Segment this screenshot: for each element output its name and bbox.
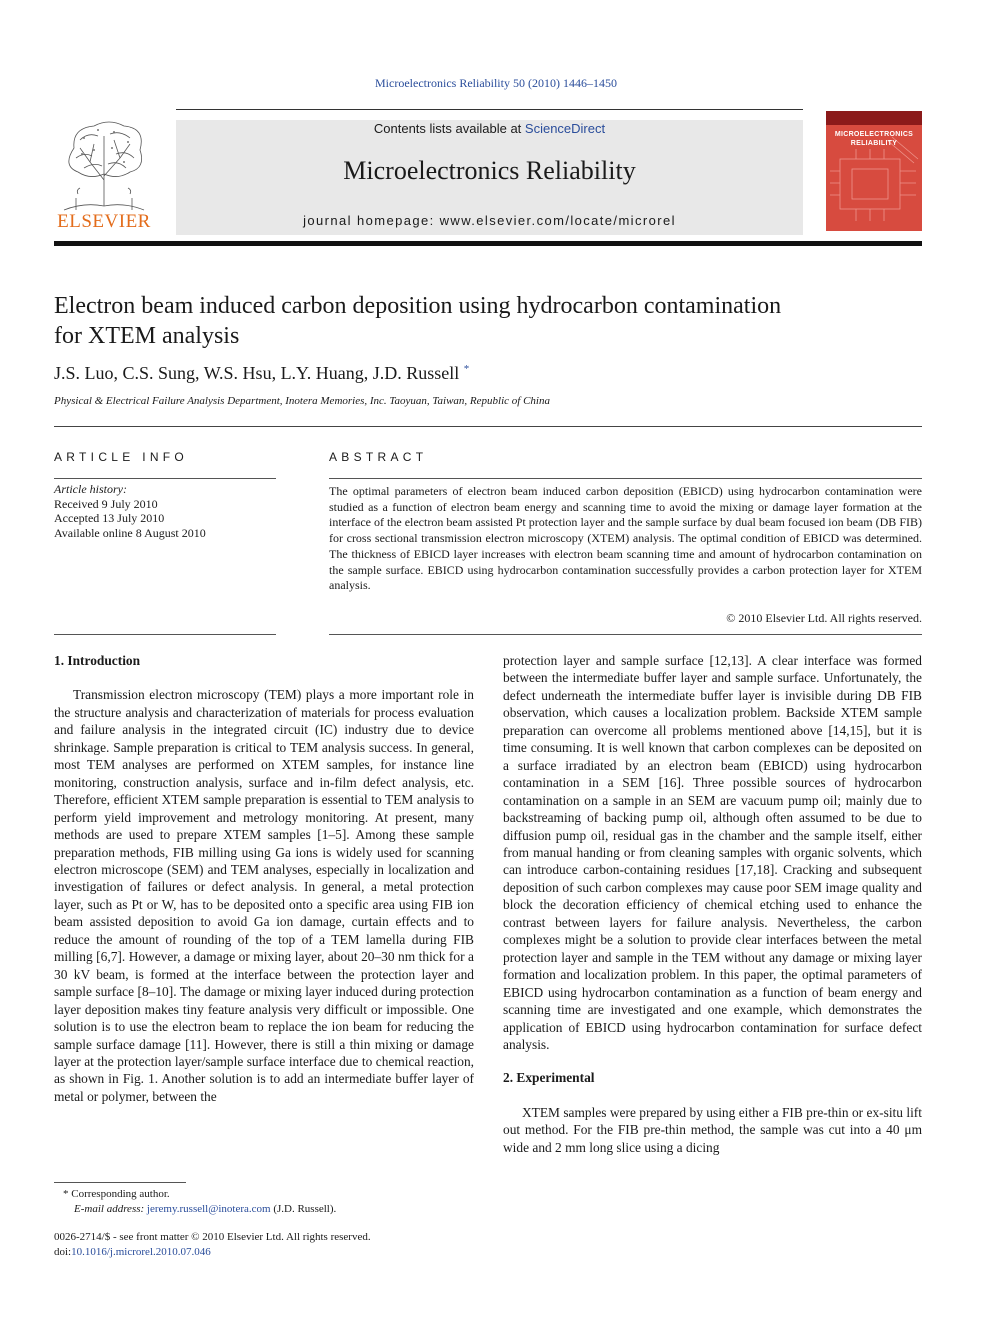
cover-artwork-icon — [826, 111, 922, 231]
received-date: Received 9 July 2010 — [54, 496, 158, 511]
affiliation-rule — [54, 426, 922, 427]
contents-prefix: Contents lists available at — [373, 121, 525, 136]
history-label: Article history: — [54, 482, 127, 496]
author-email-link[interactable]: jeremy.russell@inotera.com — [146, 1202, 271, 1215]
author-list — [54, 363, 924, 384]
sciencedirect-link[interactable]: ScienceDirect — [524, 121, 606, 136]
experimental-paragraph: XTEM samples were prepared by using either a FIB pre-thin or ex-situ lift out method. For the FIB pre-thin method, the sample was cut into a 40 μm wide and 2 mm long slice using a dicing — [503, 1104, 922, 1155]
abstract-text: The optimal parameters of electron beam induced carbon deposition (EBICD) using hydrocarbon contamination were studied as a function of electron beam energy and scanning time to avoid the mixing or damage layer formation at the interface of the electron beam assisted Pt protection layer and the sample surface by dual beam focused ion beam (DB FIB) for cross sectional transmission electron microscopy (XTEM) analysis. The optimal condition of EBICD was determined. The thickness of EBICD layer increases with electron beam scanning time and amount of hydrocarbon contamination on the sample surface. EBICD using hydrocarbon contamination successfully provides a carbon protection layer for XTEM analysis. — [329, 484, 922, 593]
introduction-heading: 1. Introduction — [54, 653, 141, 668]
experimental-heading: 2. Experimental — [503, 1070, 595, 1086]
doi-link[interactable]: 10.1016/j.microrel.2010.07.046 — [71, 1245, 211, 1258]
abstract-copyright: © 2010 Elsevier Ltd. All rights reserved. — [726, 611, 922, 625]
article-info-rule — [54, 478, 276, 479]
abstract-heading: ABSTRACT — [329, 450, 428, 464]
article-title-line2: for XTEM analysis — [54, 323, 240, 349]
journal-cover-thumbnail[interactable] — [826, 111, 922, 231]
publication-info — [54, 1230, 474, 1259]
doi-prefix: doi: — [54, 1245, 72, 1258]
article-title-line1: Electron beam induced carbon deposition using hydrocarbon contamination — [54, 293, 782, 319]
accepted-date: Accepted 13 July 2010 — [54, 511, 165, 525]
cover-title — [826, 130, 922, 148]
cover-title-line2: RELIABILITY — [850, 140, 898, 147]
footnote-mark: * — [63, 1188, 69, 1200]
online-date: Available online 8 August 2010 — [54, 525, 206, 540]
article-info-bottom-rule — [54, 634, 276, 635]
cover-title-line1: MICROELECTRONICS — [834, 131, 914, 138]
journal-homepage[interactable]: journal homepage: www.elsevier.com/locate/microrel — [303, 213, 676, 228]
contents-line — [176, 121, 803, 136]
email-author-name: (J.D. Russell). — [273, 1202, 337, 1215]
footnote-corresponding: Corresponding author. — [71, 1188, 170, 1200]
elsevier-wordmark: ELSEVIER — [57, 211, 151, 232]
email-label: E-mail address: — [74, 1202, 145, 1215]
body-left-column — [54, 652, 474, 1105]
abstract-rule — [329, 478, 922, 479]
masthead-top-rule — [176, 109, 803, 110]
author-names: J.S. Luo, C.S. Sung, W.S. Hsu, L.Y. Huang, J.D. Russell — [54, 363, 460, 383]
body-right-column — [503, 652, 922, 1156]
issn-line: 0026-2714/$ - see front matter © 2010 Elsevier Ltd. All rights reserved. — [54, 1231, 371, 1243]
masthead-bottom-rule — [54, 241, 922, 246]
article-history — [54, 482, 278, 540]
introduction-continued-paragraph: protection layer and sample surface [12,13]. A clear interface was formed between the intermediate buffer layer and sample surface. Unfortunately, the defect underneath the intermediate buffer layer is invisible during DB FIB observation, which causes a localization problem. Backside XTEM sample preparation can overcome all problems mentioned above [14,15], but it is time consuming. It is well known that carbon complexes can be deposited on a surface irradiated by an electron beam (EBICD) using hydrocarbon contamination in a SEM [16]. Three possible sources of hydrocarbon contamination on a sample in an SEM are vacuum pump oil; mainly due to backstreaming of backing pump oil, although often assumed to be due to diffusion pump oil, residual gas in the chamber and the sample itself, either from manual handing or from cleaning samples with organic solvents, which can introduce carbon-containing residues [17,18]. Cracking and subsequent deposition of such carbon complexes may cause poor SEM image quality and block the decoration efficiency of chemical etching used to enhance the contrast between layers for failure analysis. Nevertheless, the carbon complexes might be a solution to provide clear interfaces between the metal protection layer and sample in the TEM without any damage or mixing layer formation and localization problem. In this paper, the optimal parameters of EBICD using hydrocarbon contamination as a function of beam energy and scanning time are investigated and one example, which demonstrates the application of EBICD using hydrocarbon contamination for surface defect analysis. — [503, 653, 922, 1052]
footnote-rule — [54, 1182, 186, 1183]
article-info-heading: ARTICLE INFO — [54, 450, 189, 464]
corresponding-author-footnote — [54, 1187, 474, 1216]
corresponding-author-mark[interactable]: * — [463, 363, 470, 375]
abstract-bottom-rule — [329, 634, 922, 635]
journal-reference-link[interactable]: Microelectronics Reliability 50 (2010) 1446–1450 — [375, 76, 617, 90]
author-affiliation: Physical & Electrical Failure Analysis Department, Inotera Memories, Inc. Taoyuan, Taiwan, Republic of China — [54, 395, 550, 407]
introduction-paragraph: Transmission electron microscopy (TEM) plays a more important role in the structure analysis and characterization of materials for process evaluation and failure analysis in the integrated circuit (IC) industry due to device shrinkage. Sample preparation is critical to TEM analysis success. In general, most TEM analyses are performed on XTEM samples, for instance line monitoring, construction analysis, surface and in-film defect analysis, etc. Therefore, efficient XTEM sample preparation is essential to TEM analysis to perform yield improvement and metrology monitoring. At present, many methods are used to prepare XTEM samples [1–5]. Among these sample preparation methods, FIB milling using Ga ions is widely used for scanning electron microscope (SEM) and TEM analyses, especially in localization and investigation of failures or defect analysis. In general, a metal protection layer, such as Pt or W, has to be deposited onto a specific area using FIB ion beam assisted deposition to avoid Ga ion damage, curtain effects and to reduce the amount of rounding of the top of a TEM lamella during FIB milling [6,7]. However, a damage or mixing layer, about 20–30 nm thick for a 30 kV beam, is formed at the interface between the protection layer and sample surface [8–10]. The damage or mixing layer induced during protection layer deposition makes tiny feature analysis very difficult or impossible. One solution is to use the electron beam to replace the ion beam for reducing the sample surface damage [11]. However, there is still a thin mixing or damage layer at the protection layer/sample surface interface due to chemical reaction, as shown in Fig. 1. Another solution is to add an intermediate buffer layer of metal or polymer, between the — [54, 687, 474, 1104]
journal-name: Microelectronics Reliability — [343, 156, 636, 185]
article-title — [54, 291, 924, 351]
